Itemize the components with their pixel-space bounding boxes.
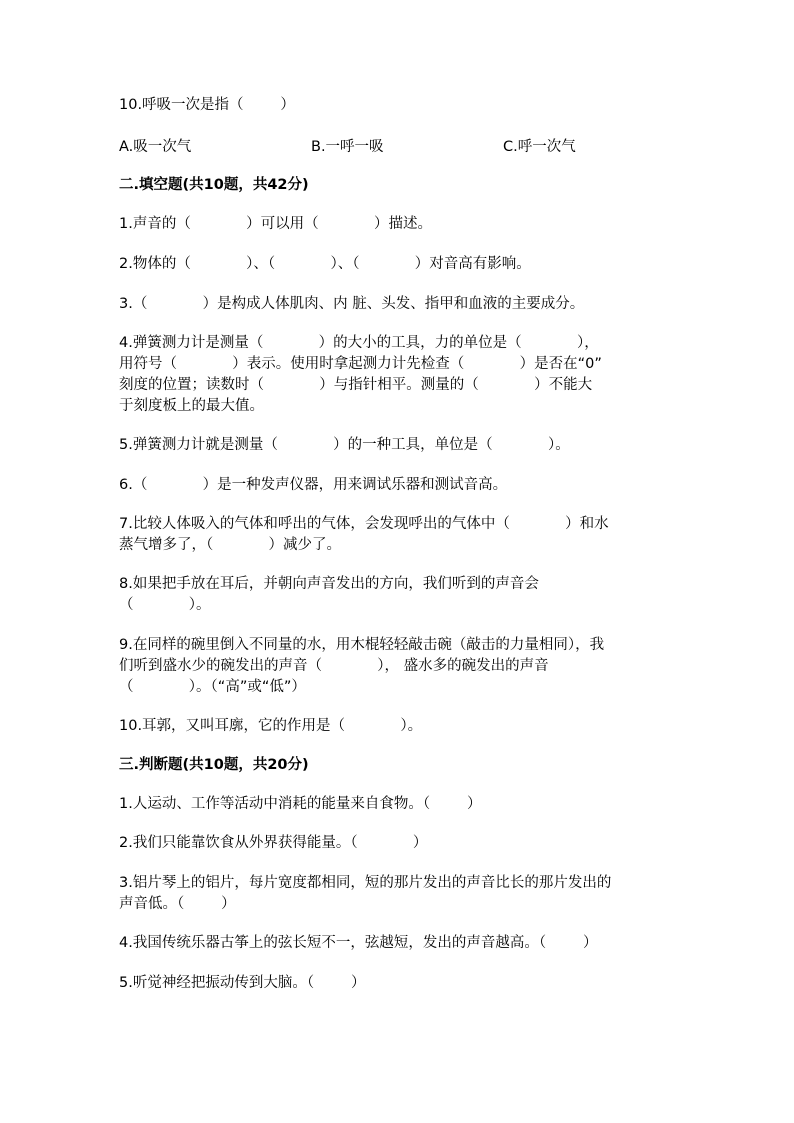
fill-q9-line2: 们听到盛水少的碗发出的声音（ ）， 盛水多的碗发出的声音	[119, 658, 549, 674]
fill-heading: 二.填空题(共10题，共42分)	[119, 177, 309, 193]
fill-q8-line1: 8.如果把手放在耳后，并朝向声音发出的方向，我们听到的声音会	[119, 576, 539, 592]
judge-q2: 2.我们只能靠饮食从外界获得能量。（ ）	[119, 835, 428, 851]
fill-q7-line2: 蒸气增多了，（ ）减少了。	[119, 537, 342, 553]
fill-q5: 5.弹簧测力计就是测量（ ）的一种工具，单位是（ ）。	[119, 437, 570, 453]
fill-q2: 2.物体的（ ）、（ ）、（ ）对音高有影响。	[119, 256, 531, 272]
fill-q4-line1: 4.弹簧测力计是测量（ ）的大小的工具，力的单位是（ ），	[119, 335, 599, 351]
fill-q10: 10.耳郭，又叫耳廓，它的作用是（ ）。	[119, 718, 423, 734]
option-a: A.吸一次气	[119, 139, 192, 155]
judge-q5: 5.听觉神经把振动传到大脑。（ ）	[119, 975, 366, 991]
fill-q4-line2: 用符号（ ）表示。使用时拿起测力计先检查（ ）是否在“0”	[119, 356, 602, 372]
judge-q3-line2: 声音低。（ ）	[119, 896, 236, 912]
option-b: B.一呼一吸	[311, 139, 384, 155]
fill-q4-line4: 于刻度板上的最大值。	[119, 398, 264, 414]
judge-q4: 4.我国传统乐器古筝上的弦长短不一，弦越短，发出的声音越高。（ ）	[119, 935, 598, 951]
mc-question-10: 10.呼吸一次是指（ ）	[119, 97, 295, 113]
fill-q8-line2: （ ）。	[119, 597, 211, 613]
fill-q1: 1.声音的（ ）可以用（ ）描述。	[119, 216, 432, 232]
fill-q9-line3: （ ）。（“高”或“低”）	[119, 679, 306, 695]
option-c: C.呼一次气	[503, 139, 576, 155]
fill-q3: 3.（ ）是构成人体肌肉、内 脏、头发、指甲和血液的主要成分。	[119, 296, 585, 312]
fill-q4-line3: 刻度的位置；读数时（ ）与指针相平。测量的（ ）不能大	[119, 377, 593, 393]
judge-heading: 三.判断题(共10题，共20分)	[119, 757, 309, 773]
judge-q1: 1.人运动、工作等活动中消耗的能量来自食物。（ ）	[119, 796, 482, 812]
fill-q6: 6.（ ）是一种发声仪器，用来调试乐器和测试音高。	[119, 477, 508, 493]
fill-q9-line1: 9.在同样的碗里倒入不同量的水，用木棍轻轻敲击碗（敲击的力量相同），我	[119, 637, 605, 653]
fill-q7-line1: 7.比较人体吸入的气体和呼出的气体，会发现呼出的气体中（ ）和水	[119, 516, 609, 532]
judge-q3-line1: 3.铝片琴上的铝片，每片宽度都相同，短的那片发出的声音比长的那片发出的	[119, 875, 612, 891]
